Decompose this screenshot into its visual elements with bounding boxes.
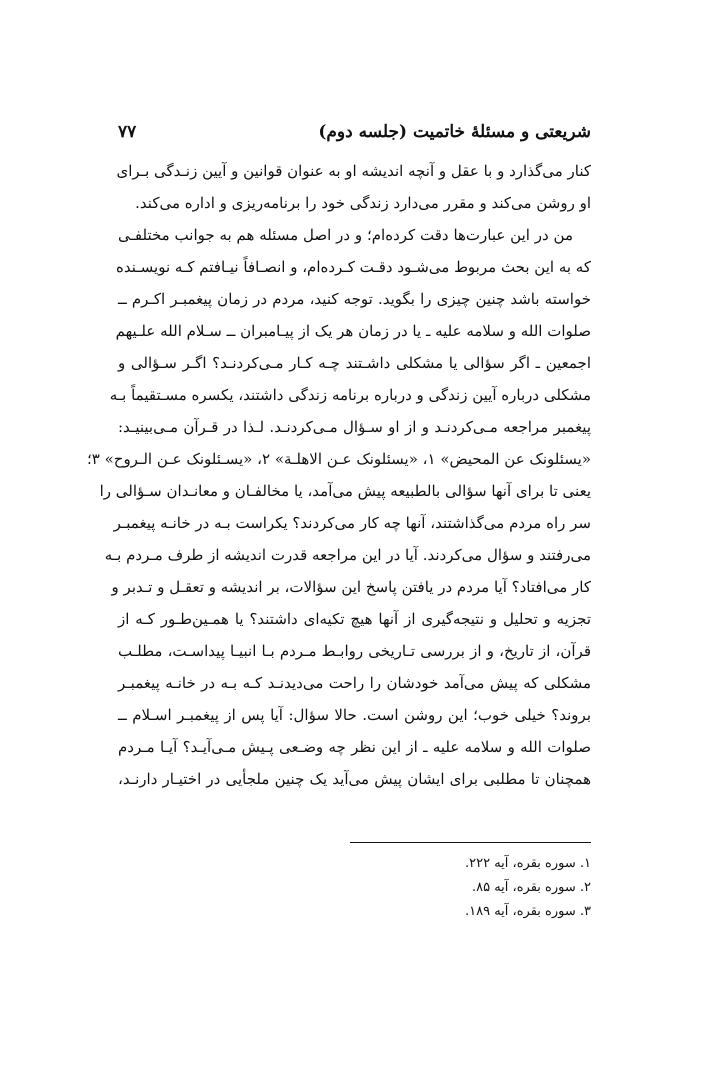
chapter-title: شریعتی و مسئلهٔ خاتمیت (جلسه دوم) [318, 122, 591, 142]
text-line: صلوات الله و سلامه علیه ـ یا در زمان هر یک از پیـامبران ــ سـلام الله علـیهم [115, 322, 591, 340]
text-line: مشکلی که پیش می‌آمد خودشان را راحت می‌دیدنـد کـه بـه در خانـه پیغمبـر [118, 674, 591, 692]
text-line: که به این بحث مربوط می‌شـود دقـت کـرده‌ام، و انصـافاً نیـافتم کـه نویسـنده [116, 258, 591, 276]
text-line: مشکلی درباره آیین زندگی و درباره برنامه زندگی داشتند، یکسره مسـتقیماً بـه [109, 386, 591, 404]
text-line: می‌رفتند و سؤال می‌کردند. آیا در این مراجعه قدرت اندیشه از طرف مـردم بـه [104, 546, 591, 564]
text-line: بروند؟ خیلی خوب؛ این روشن است. حالا سؤال: آیا پس از پیغمبـر اسـلام ــ [118, 706, 591, 724]
text-line: پیغمبر مراجعه مـی‌کردنـد و از او سـؤال مـی‌کردنـد. لـذا در قـرآن مـی‌بینیـد: [118, 418, 591, 436]
page-number: ۷۷ [118, 122, 137, 142]
text-line: «یسئلونک عن المحیض» ۱، «یسئلونک عـن الاهلـة» ۲، «یسـئلونک عـن الـروح» ۳؛ [86, 450, 591, 468]
text-line: من در این عبارت‌ها دقت کرده‌ام؛ و در اصل مسئله هم به جوانب مختلفـی [118, 226, 573, 244]
running-header [118, 118, 591, 146]
text-line: یعنی تا برای آنها سؤالی بالطبیعه پیش می‌آمد، یا مخالفـان و معانـدان سـؤالی را [99, 482, 591, 500]
text-line: کار می‌افتاد؟ آیا مردم در یافتن پاسخ این سؤالات، بر اندیشه و تعقـل و تـدبر و [111, 578, 591, 596]
text-line: همچنان تا مطلبی برای ایشان پیش می‌آید یک چنین ملجأیی در اختیـار دارنـد، [118, 770, 591, 788]
text-line: کنار می‌گذارد و با عقل و آنچه اندیشه او به عنوان قوانین و آیین زنـدگی بـرای [116, 162, 591, 180]
text-line: صلوات الله و سلامه علیه ـ از این نظر چه وضـعی پـیش مـی‌آیـد؟ آیـا مـردم [118, 738, 591, 756]
text-line: قرآن، از تاریخ، و از بررسی تـاریخی روابـط مـردم بـا انبیـا پیداسـت، مطلـب [118, 642, 591, 660]
footnote: ۲. سوره بقره، آیه ۸۵. [471, 880, 591, 895]
text-line: اجمعین ـ اگر سؤالی یا مشکلی داشـتند چـه کـار مـی‌کردنـد؟ اگـر سـؤالی و [118, 354, 591, 372]
footnotes [330, 852, 591, 924]
text-line: سر راه مردم می‌گذاشتند، آنها چه کار می‌کردند؟ یکراست بـه در خانـه پیغمبـر [113, 514, 591, 532]
text-line: تجزیه و تحلیل و نتیجه‌گیری از آنها هیچ تکیه‌ای داشتند؟ یا همـین‌طـور کـه از [118, 610, 591, 628]
footnote: ۱. سوره بقره، آیه ۲۲۲. [464, 856, 591, 871]
footnote: ۳. سوره بقره، آیه ۱۸۹. [464, 904, 591, 919]
footnote-divider [350, 842, 591, 843]
text-line: خواسته باشد چنین چیزی را بگوید. توجه کنید، مردم در زمان پیغمبـر اکـرم ــ [118, 290, 591, 308]
body-text [86, 155, 591, 795]
text-line: او روشن می‌کند و مقرر می‌دارد زندگی خود را برنامه‌ریزی و اداره می‌کند. [135, 194, 591, 212]
